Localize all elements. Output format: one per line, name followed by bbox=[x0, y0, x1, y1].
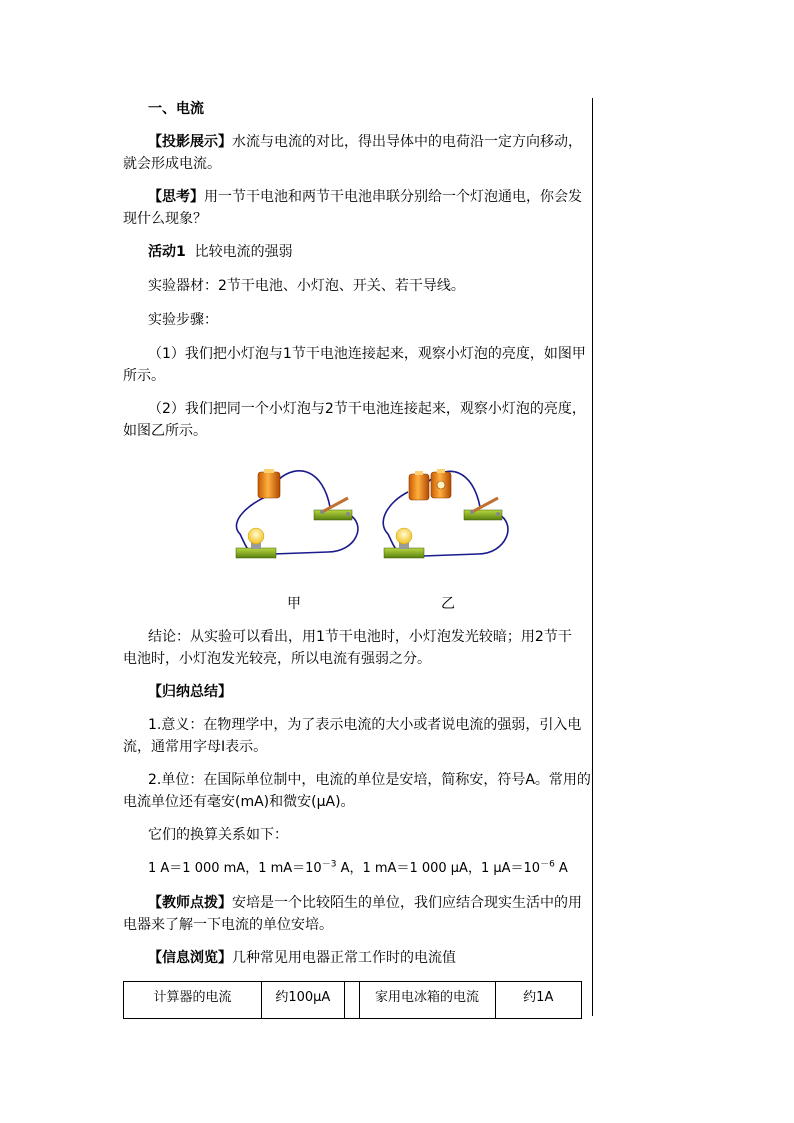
tag-teacher: 【教师点拨】 bbox=[148, 895, 232, 911]
step2-line1: （2）我们把同一个小灯泡与2节干电池连接起来，观察小灯泡的亮度， bbox=[148, 401, 586, 417]
para-think-text: 用一节干电池和两节干电池串联分别给一个灯泡通电，你会发 bbox=[204, 189, 582, 205]
figure-caption-b: 乙 bbox=[441, 596, 455, 612]
tag-info: 【信息浏览】 bbox=[148, 950, 232, 966]
para-think-line2: 现什么现象？ bbox=[123, 211, 207, 227]
activity-label: 活动1 bbox=[148, 244, 186, 260]
table-row bbox=[124, 982, 582, 1019]
table-cell bbox=[344, 982, 359, 1019]
teacher-text: 安培是一个比较陌生的单位，我们应结合现实生活中的用 bbox=[232, 895, 582, 911]
current-values-table bbox=[123, 981, 582, 1019]
para-think-line1 bbox=[148, 186, 582, 208]
steps-label: 实验步骤： bbox=[148, 312, 218, 328]
bulb-icon bbox=[384, 528, 424, 558]
info-text: 几种常见用电器正常工作时的电流值 bbox=[232, 950, 456, 966]
battery-icon bbox=[258, 469, 280, 498]
conversion-part-c: A bbox=[554, 861, 568, 876]
def1-line2: 流，通常用字母I表示。 bbox=[123, 739, 268, 755]
info-heading bbox=[148, 947, 456, 969]
activity-title: 比较电流的强弱 bbox=[194, 244, 293, 260]
step1-line1: （1）我们把小灯泡与1节干电池连接起来，观察小灯泡的亮度，如图甲 bbox=[148, 346, 586, 362]
circuit-figures bbox=[228, 462, 524, 568]
step2-line2: 如图乙所示。 bbox=[123, 423, 207, 439]
def1-line1: 1.意义：在物理学中，为了表示电流的大小或者说电流的强弱，引入电 bbox=[148, 717, 582, 733]
teacher-line2: 电器来了解一下电流的单位安培。 bbox=[123, 917, 333, 933]
switch-icon bbox=[464, 498, 502, 520]
conversion-formula bbox=[148, 858, 568, 880]
summary-tag: 【归纳总结】 bbox=[148, 684, 232, 700]
tag-think: 【思考】 bbox=[148, 189, 204, 205]
def2-line1: 2.单位：在国际单位制中，电流的单位是安培，简称安，符号A。常用的 bbox=[148, 772, 591, 788]
step1-line2: 所示。 bbox=[123, 368, 165, 384]
battery-1-icon bbox=[409, 471, 429, 500]
bulb-icon bbox=[236, 528, 276, 558]
conversion-part-b: A，1 mA＝1 000 μA，1 μA＝10 bbox=[336, 861, 541, 876]
materials: 实验器材：2节干电池、小灯泡、开关、若干导线。 bbox=[148, 278, 465, 294]
tag-projection: 【投影展示】 bbox=[148, 134, 232, 150]
table-cell: 约100μA bbox=[261, 982, 344, 1019]
switch-icon bbox=[314, 498, 352, 520]
conversion-intro: 它们的换算关系如下： bbox=[148, 827, 288, 843]
conversion-exp2: －6 bbox=[540, 859, 555, 870]
conclusion-line1: 结论：从实验可以看出，用1节干电池时，小灯泡发光较暗；用2节干 bbox=[148, 629, 572, 645]
figure-caption-a: 甲 bbox=[287, 596, 301, 612]
activity-heading bbox=[148, 241, 293, 263]
circuit-b bbox=[383, 469, 508, 558]
table-cell: 计算器的电流 bbox=[124, 982, 262, 1019]
teacher-line1 bbox=[148, 892, 582, 914]
para-projection-line1 bbox=[148, 131, 582, 153]
table-cell: 家用电冰箱的电流 bbox=[359, 982, 495, 1019]
section-title: 一、电流 bbox=[148, 101, 204, 117]
para-projection-line2: 就会形成电流。 bbox=[123, 156, 221, 172]
conclusion-line2: 电池时，小灯泡发光较亮，所以电流有强弱之分。 bbox=[123, 651, 431, 667]
para-projection-text: 水流与电流的对比，得出导体中的电荷沿一定方向移动， bbox=[232, 134, 582, 150]
table-cell: 约1A bbox=[495, 982, 581, 1019]
conversion-exp1: －3 bbox=[321, 859, 337, 870]
conversion-part-a: 1 A＝1 000 mA，1 mA＝10 bbox=[148, 861, 322, 876]
def2-line2: 电流单位还有毫安(mA)和微安(μA)。 bbox=[123, 794, 355, 810]
battery-2-icon bbox=[431, 469, 451, 498]
page-margin-line bbox=[592, 98, 593, 1016]
circuit-a bbox=[236, 469, 358, 558]
